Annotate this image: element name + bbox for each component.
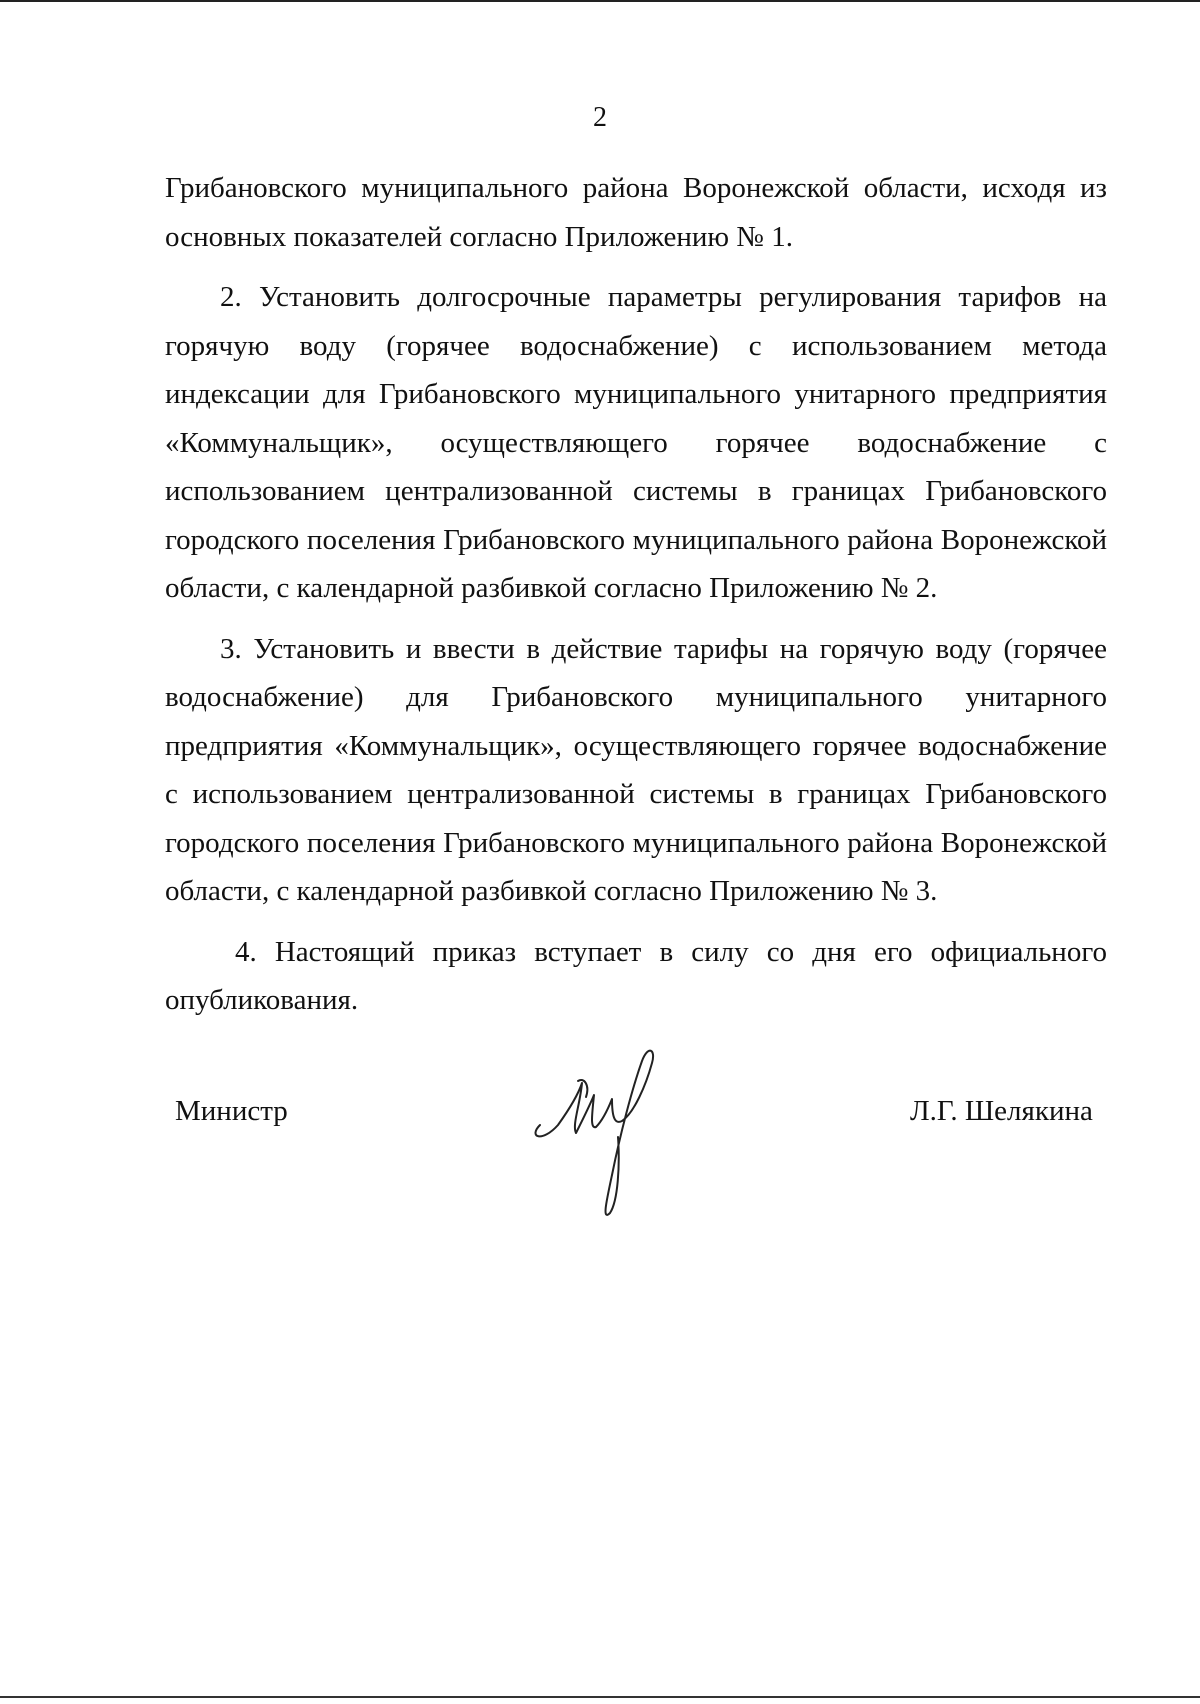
paragraph-continuation: Грибановского муниципального района Воронежской области, исходя из основных показателей согласно Приложению № 1. [165, 172, 1107, 253]
paragraph-item-4: 4. Настоящий приказ вступает в силу со дня его официального опубликования. [165, 935, 1107, 1016]
scan-top-edge [0, 0, 1200, 2]
page-number: 2 [593, 102, 607, 133]
handwritten-signature [520, 1025, 680, 1225]
signer-name: Л.Г. Шелякина [910, 1095, 1093, 1127]
paragraph-item-2: 2. Установить долгосрочные параметры регулирования тарифов на горячую воду (горячее водоснабжение) с использованием метода индексации для Грибановского муниципального унитарного предприятия «Коммунальщик», осуществляющего горячее водоснабжение с использованием централизованной системы в границах Грибановского городского поселения Грибановского муниципального района Воронежской области, с календарной разбивкой согласно Приложению № 2. [165, 281, 1107, 604]
document-body [165, 164, 1107, 1037]
paragraph-item-3: 3. Установить и ввести в действие тарифы на горячую воду (горячее водоснабжение) для Грибановского муниципального унитарного предприятия «Коммунальщик», осуществляющего горячее водоснабжение с использованием централизованной системы в границах Грибановского городского поселения Грибановского муниципального района Воронежской области, с календарной разбивкой согласно Приложению № 3. [165, 632, 1107, 907]
scan-bottom-edge [0, 1696, 1200, 1698]
signer-position: Министр [175, 1095, 288, 1127]
